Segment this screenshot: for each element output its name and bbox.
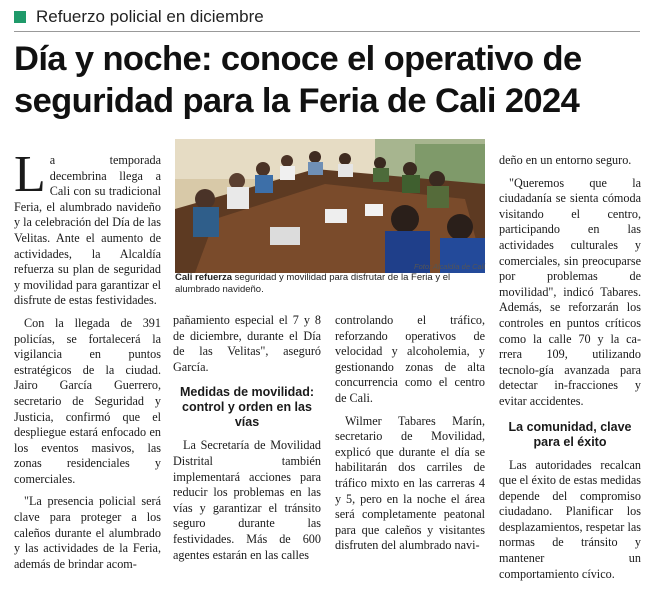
section-kicker [14,6,264,28]
column-2 [173,313,321,570]
paragraph: "La presencia policial será clave para proteger a los caleños durante el alumbrado y las actividades de la Feria, además de brindar acom- [14,494,161,571]
header-divider [14,31,640,32]
paragraph: "Queremos que la ciudadanía se sienta cómoda visitando el centro, participando en las actividades culturales y comerciales, sin preocuparse por problemas de movilidad", indicó Tabares. Además, se reforzarán los controles en puntos críticos como la calle 70 y la ca-rrera 109, utilizando tecnolo-gía avanzada para detectar in-fracciones y evitar accidentes. [499,175,641,408]
paragraph: Wilmer Tabares Marín, secretario de Movilidad, explicó que durante el día se habilitarán dos carriles de tráfico mixto en las carreras 4 y 5, pero en la noche el área será completamente peatonal para que caleños y visitantes disfruten del alumbrado navi- [335,413,485,553]
column-1 [14,146,161,579]
headline: Día y noche: conoce el operativo de seguridad para la Feria de Cali 2024 [14,40,582,120]
caption-lead: Cali refuerza [175,272,233,283]
paragraph: pañamiento especial el 7 y 8 de diciembre, durante el Día de las Velitas", aseguró García. [173,313,321,374]
photo-illustration [175,139,485,273]
section-marker-icon [14,11,26,23]
paragraph: deño en un entorno seguro. [499,153,632,167]
kicker-text: Refuerzo policial en diciembre [36,7,264,26]
photo-credit: Foto: Alcaldía de Cali [413,262,485,271]
subheading-comunidad: La comunidad, clave para el éxito [508,419,632,449]
drop-cap: L [14,146,46,203]
paragraph: Con la llegada de 391 policías, se fortalecerá la vigilancia en puntos estratégicos de la ciudad. Jairo García Guerrero, secretario de Seguridad y Justicia, confirmó que el despliegue estará enfocado en los eventos masivos, las zonas residenciales y comerciales. [14,315,161,486]
paragraph: Las autoridades recalcan que el éxito de estas medidas depende del compromiso ciudadano. Planificar los desplazamientos, respetar las normas de tránsito y mantener un comportamiento cívico. [499,457,641,581]
meeting-photo [175,139,485,273]
column-3 [335,313,485,561]
caption-text: seguridad y movilidad para disfrutar de la Feria y el alumbrado navideño. [175,272,451,295]
paragraph: controlando el tráfico, reforzando operativos de velocidad y alcoholemia, y gestionando zonas de alta concurrencia como el centro de Cali. [335,313,485,405]
lead-paragraph [14,146,161,309]
lead-text: a temporada decembrina llega a Cali con su tradicional Feria, el alumbrado navideño y la celebración del Día de las Velitas. Ante el aumento de actividades, la Alcaldía refuerza su plan de seguridad y movilidad para garantizar el disfrute de estas festividades. [14,153,161,308]
column-4 [499,153,641,589]
subheading-movilidad: Medidas de movilidad: control y orden en las vías [179,385,315,430]
paragraph: La Secretaría de Movilidad Distrital también implementará acciones para reducir los problemas en las vías y garantizar el tránsito seguro durante las festividades. Más de 600 agentes estarán en las calles [173,438,321,562]
photo-caption [175,272,485,295]
